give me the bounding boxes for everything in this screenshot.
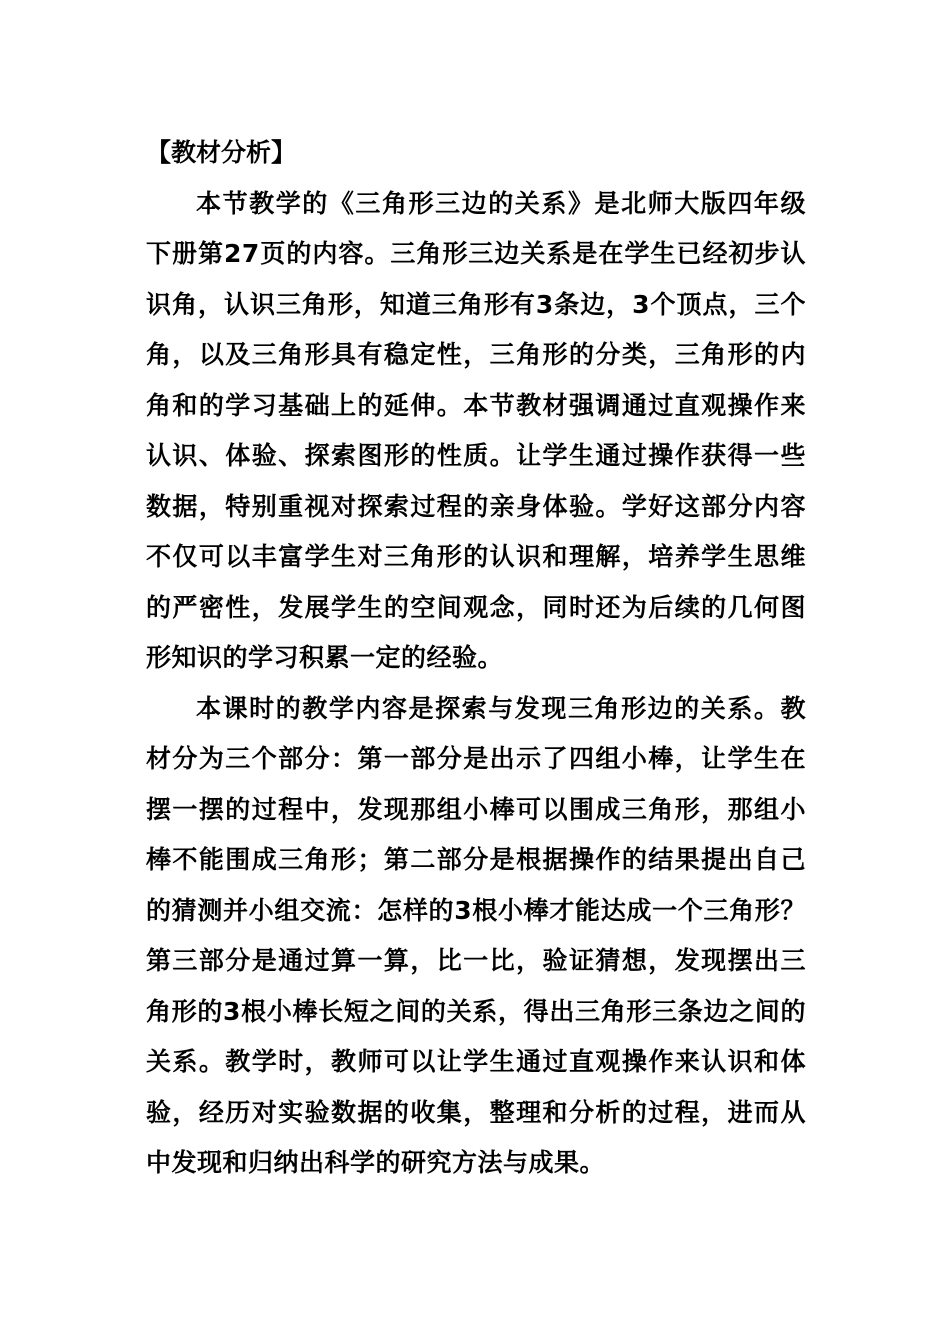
section-heading: 【教材分析】 [146, 138, 297, 167]
document-page [146, 128, 806, 1189]
paragraph-lesson-content: 本课时的教学内容是探索与发现三角形边的关系。教材分为三个部分：第一部分是出示了四组小棒，让学生在摆一摆的过程中，发现那组小棒可以围成三角形，那组小棒不能围成三角形；第二部分是根据操作的结果提出自己的猜测并小组交流：怎样的3根小棒才能达成一个三角形？第三部分是通过算一算，比一比，验证猜想，发现摆出三角形的3根小棒长短之间的关系，得出三角形三条边之间的关系。教学时，教师可以让学生通过直观操作来认识和体验，经历对实验数据的收集，整理和分析的过程，进而从中发现和归纳出科学的研究方法与成果。 [146, 693, 806, 1177]
paragraph-textbook-overview: 本节教学的《三角形三边的关系》是北师大版四年级下册第27页的内容。三角形三边关系是在学生已经初步认识角，认识三角形，知道三角形有3条边，3个顶点，三个角，以及三角形具有稳定性，三角形的分类，三角形的内角和的学习基础上的延伸。本节教材强调通过直观操作来认识、体验、探索图形的性质。让学生通过操作获得一些数据，特别重视对探索过程的亲身体验。学好这部分内容不仅可以丰富学生对三角形的认识和理解，培养学生思维的严密性，发展学生的空间观念，同时还为后续的几何图形知识的学习积累一定的经验。 [146, 188, 806, 672]
